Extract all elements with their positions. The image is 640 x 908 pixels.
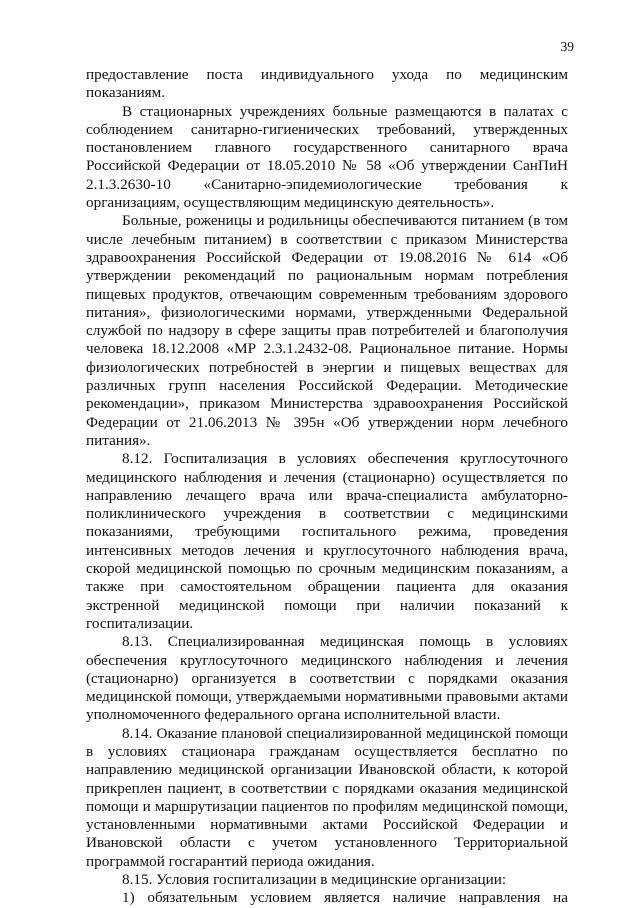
paragraph-8-13: 8.13. Специализированная медицинская помощь в условиях обеспечения круглосуточного медицинского наблюдения и лечения (стационарно) организуется в соответствии с порядками оказания медицинской помощи, утверждаемыми нормативными правовыми актами уполномоченного федерального органа исполнительной власти. [86,633,568,724]
paragraph-8-15: 8.15. Условия госпитализации в медицинские организации: [122,871,507,889]
document-body [86,66,568,908]
paragraph-inpatient-placement: В стационарных учреждениях больные размещаются в палатах с соблюдением санитарно-гигиенических требований, утвержденных постановлением главного государственного санитарного врача Российской Федерации от 18.05.2010 № 58 «Об утверждении СанПиН 2.1.3.2630-10 «Санитарно-эпидемиологические требования к организациям, осуществляющим медицинскую деятельность». [86,102,568,212]
page-number: 39 [560,39,574,54]
paragraph-8-14: 8.14. Оказание плановой специализированной медицинской помощи в условиях стационара гражданам осуществляется бесплатно по направлению медицинской организации Ивановской области, к которой прикреплен пациент, в соответствии с порядками оказания медицинской помощи и маршрутизации пациентов по профилям медицинской помощи, установленными нормативными актами Российской Федерации и Ивановской области с учетом установленного Территориальной программой госгарантий периода ожидания. [86,724,568,870]
paragraph-item-1: 1) обязательным условием является наличие направления на [122,889,568,907]
paragraph-nutrition: Больные, роженицы и родильницы обеспечиваются питанием (в том числе лечебным питанием) в соответствии с приказом Министерства здравоохранения Российской Федерации от 19.08.2016 № 614 «Об утверждении рекомендаций по рациональным нормам потребления пищевых продуктов, отвечающим современным требованиям здорового питания», физиологическими нормами, утвержденными Федеральной службой по надзору в сфере защиты прав потребителей и благополучия человека 18.12.2008 «МР 2.3.1.2432-08. Рациональное питание. Нормы физиологических потребностей в энергии и пищевых веществах для различных групп населения Российской Федерации. Методические рекомендации», приказом Министерства здравоохранения Российской Федерации от 21.06.2013 № 395н «Об утверждении норм лечебного питания». [86,212,568,449]
paragraph-8-12: 8.12. Госпитализация в условиях обеспечения круглосуточного медицинского наблюдения и лечения (стационарно) осуществляется по направлению лечащего врача или врача-специалиста амбулаторно-поликлинического учреждения в соответствии с медицинскими показаниями, требующими госпитального режима, проведения интенсивных методов лечения и круглосуточного наблюдения врача, скорой медицинской помощью по срочным медицинским показаниям, а также при самостоятельном обращении пациента для оказания экстренной медицинской помощи при наличии показаний к госпитализации. [86,450,568,632]
paragraph-continuation: предоставление поста индивидуального ухода по медицинским показаниям. [86,66,568,102]
